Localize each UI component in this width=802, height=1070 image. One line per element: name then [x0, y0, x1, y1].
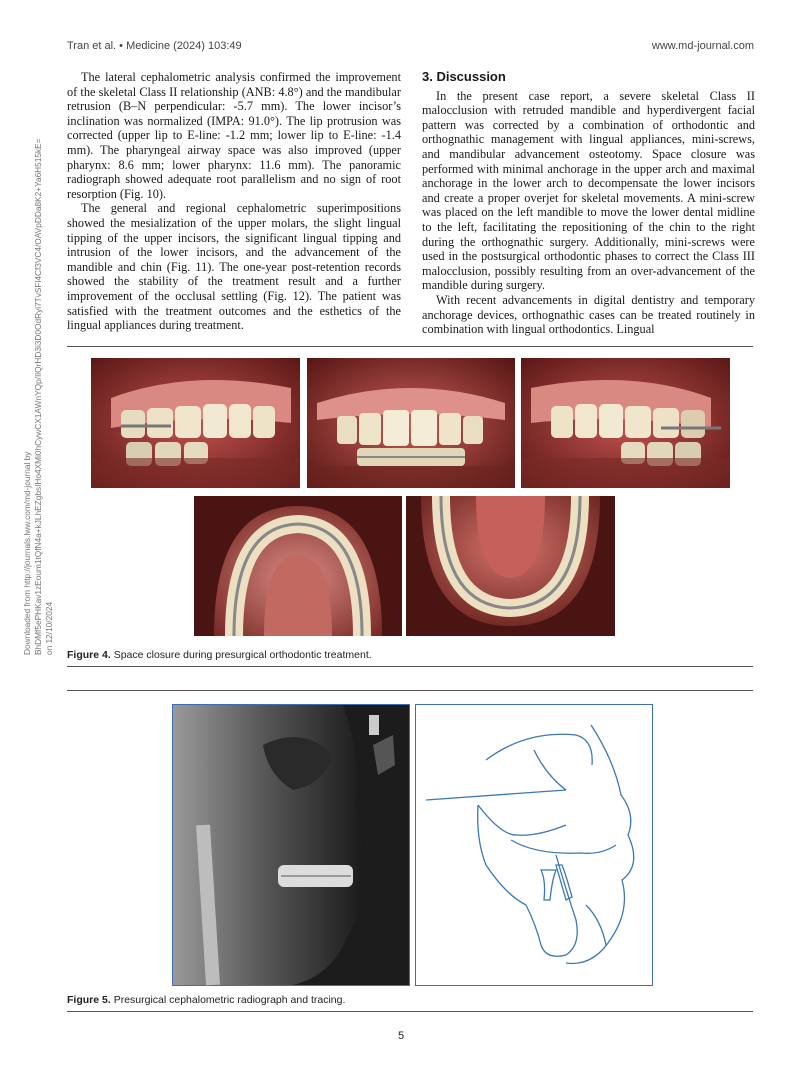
- running-header-url[interactable]: www.md-journal.com: [651, 40, 754, 52]
- download-watermark-text: Downloaded from http://journals.lww.com/md-journal by BhDMf5ePHKav1zEoum1tQfN4a+kJLhEZgbsIHo4XMi0hCywCX1AWnYQp/IlQrHD3i3D0OdRyi7TvSFl4Cf3VC4/OAVpDDa8K2+Ya6H515kE= on 12/10/2024: [22, 138, 54, 655]
- figure5-bottom-rule: [67, 1011, 753, 1012]
- running-header-citation: Tran et al. • Medicine (2024) 103:49: [67, 40, 242, 52]
- paragraph: With recent advancements in digital dentistry and temporary anchorage devices, orthognathic cases can be treated routinely in combination with lingual orthodontics. Lingual: [422, 292, 755, 337]
- intraoral-photo-lower-occlusal: [406, 496, 615, 636]
- figure5-caption: [67, 994, 345, 1006]
- cephalometric-radiograph: [172, 704, 410, 986]
- paragraph: The lateral cephalometric analysis confirmed the improvement of the skeletal Class II relationship (ANB: 4.8°) and the mandibular retrusion (B–N perpendicular: -5.7 mm). The lower incisor’s inclination was normalized (IMPA: 91.0°). The lip protrusion was corrected (upper lip to E-line: -1.2 mm; lower lip to E-line: -1.4 mm). The pharyngeal airway space was also improved (upper pharynx: 8.6 mm; lower pharynx: 11.6 mm). The panoramic radiograph showed adequate root parallelism and no sign of root resorption (Fig. 10).: [67, 70, 401, 201]
- figure4-top-rule: [67, 346, 753, 347]
- download-watermark: [22, 138, 54, 655]
- figure-caption-text: Presurgical cephalometric radiograph and tracing.: [113, 994, 346, 1006]
- figure5-top-rule: [67, 690, 753, 691]
- cephalometric-tracing: [415, 704, 653, 986]
- intraoral-photo-frontal: [307, 358, 515, 488]
- page-number: 5: [397, 1030, 405, 1042]
- section-heading: 3. Discussion: [422, 69, 506, 84]
- figure4-caption: [67, 649, 372, 661]
- left-column: [67, 70, 401, 333]
- paragraph: The general and regional cephalometric superimpositions showed the mesialization of the upper molars, the slight lingual tipping of the upper incisors, the significant lingual tipping and intrusion of the lower incisors, and the advancement of the mandible and chin (Fig. 11). The one-year post-retention records showed the stability of the treatment result and a further improvement of the occlusal settling (Fig. 12). The patient was satisfied with the treatment outcomes and the esthetics of the lingual appliances during treatment.: [67, 201, 401, 333]
- figure4-bottom-rule: [67, 666, 753, 667]
- intraoral-photo-upper-occlusal: [194, 496, 402, 636]
- intraoral-photo-right-buccal: [91, 358, 300, 488]
- intraoral-photo-left-buccal: [521, 358, 730, 488]
- figure-label: Figure 4.: [67, 649, 111, 661]
- right-column: [422, 70, 755, 337]
- paragraph: In the present case report, a severe skeletal Class II malocclusion with retruded mandible and hyperdivergent facial pattern was corrected by a combination of orthodontic and orthognathic management with lingual appliances, mini-screws, and mandibular advancement osteotomy. Space closure was performed with minimal anchorage in the upper arch and maximal anchorage in the lower arch to decompensate the lower incisors and create a proper overjet for skeletal movements. A mini-screw was placed on the left mandible to move the lower dental midline to the left, facilitating the repositioning of the chin to the right during the orthognathic surgery. Additionally, mini-screws were used in the postsurgical orthodontic phases to correct the Class III malocclusion, possibly resulting from an over-advancement of the mandible during surgery.: [422, 88, 755, 293]
- figure-caption-text: Space closure during presurgical orthodontic treatment.: [113, 649, 372, 661]
- figure-label: Figure 5.: [67, 994, 111, 1006]
